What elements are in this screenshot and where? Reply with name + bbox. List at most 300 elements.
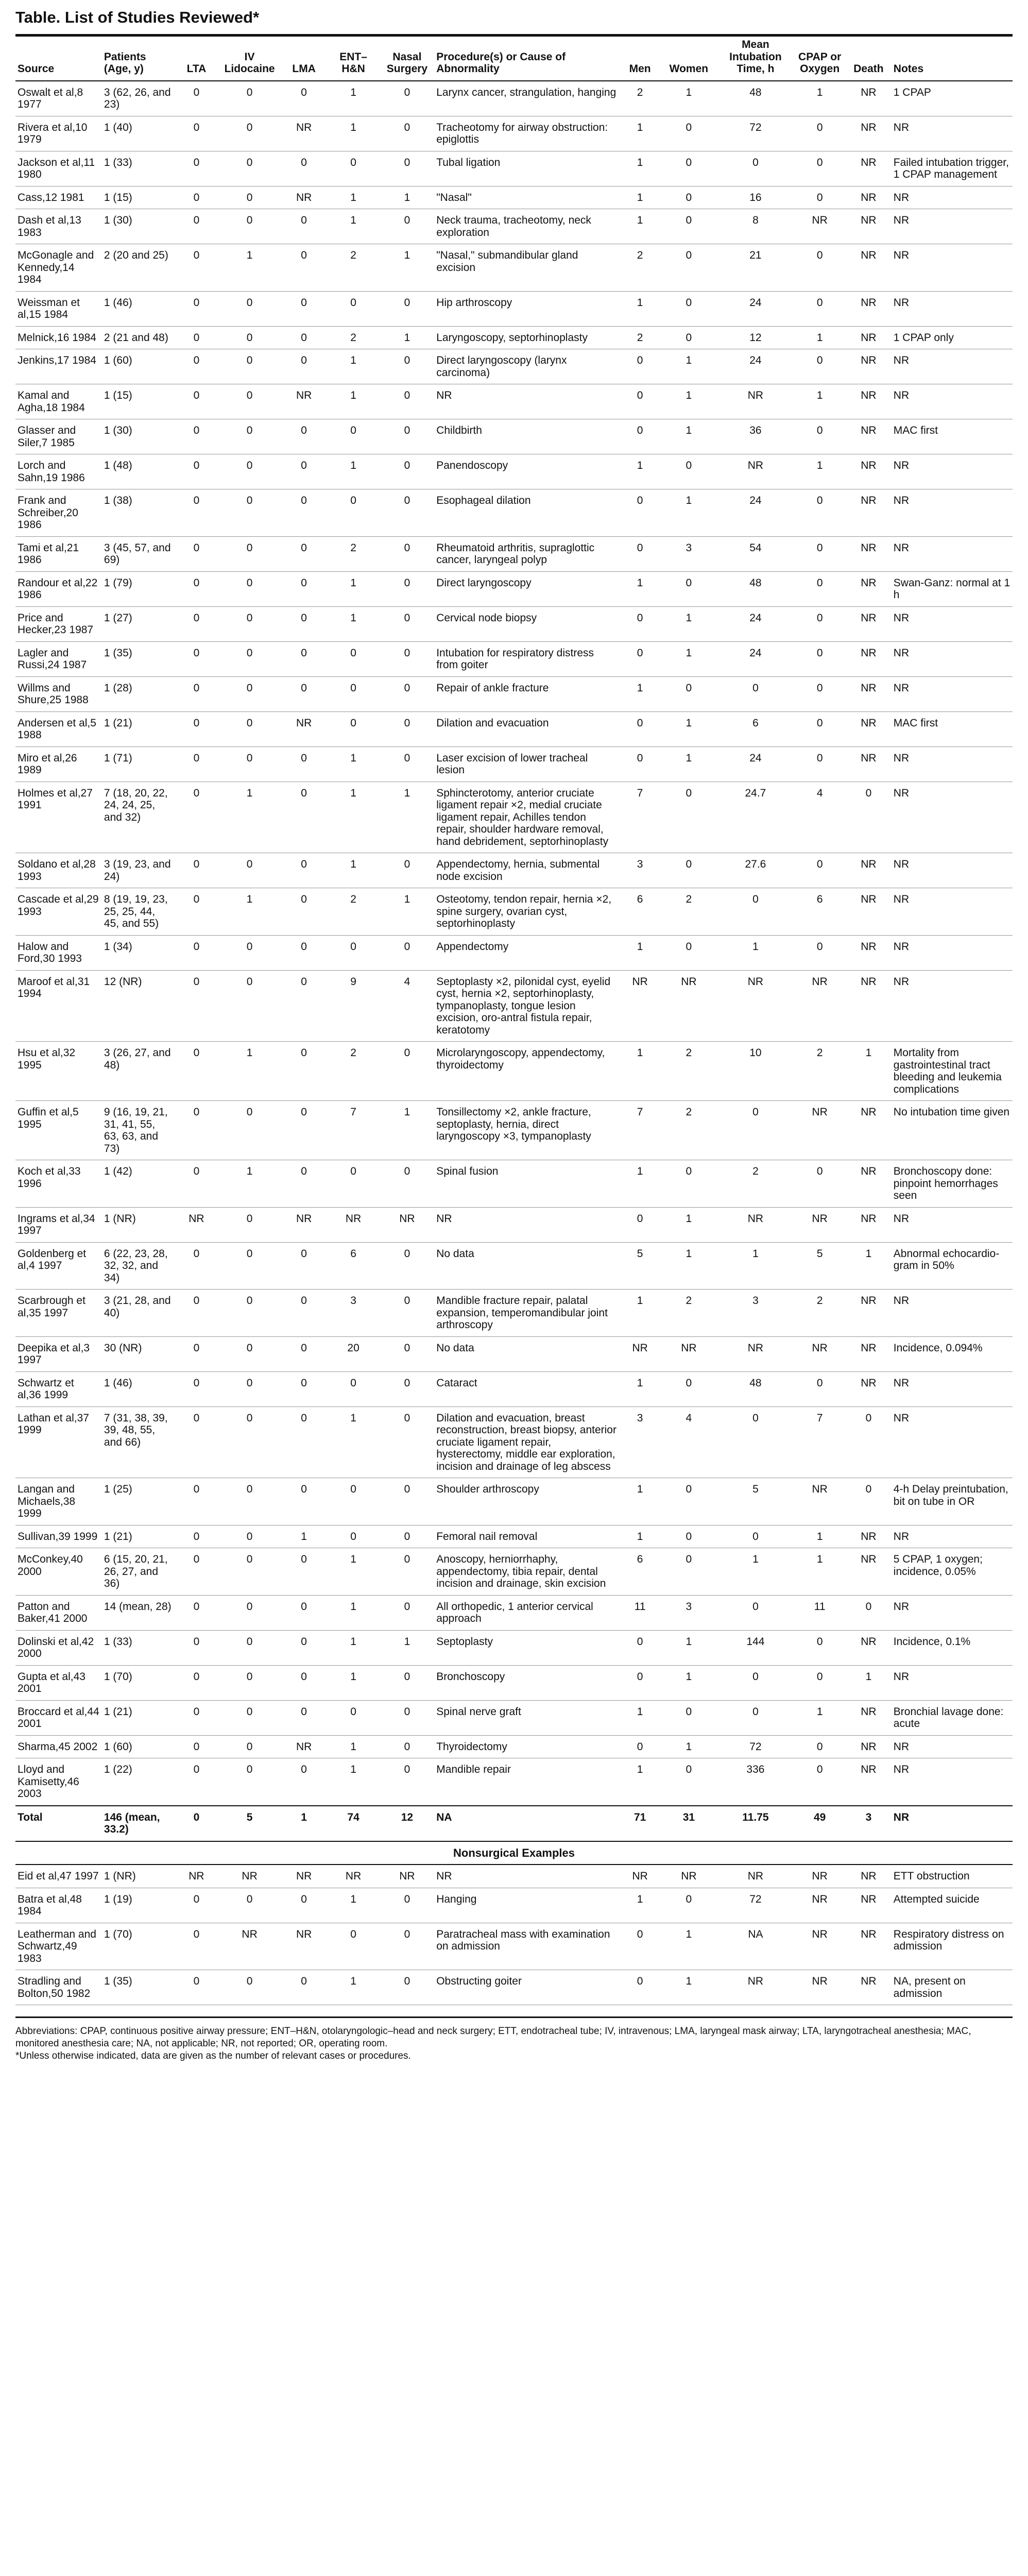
table-cell: NR (846, 384, 892, 419)
column-header: Procedure(s) or Cause of Abnormality (434, 37, 620, 81)
table-cell: 0 (218, 1970, 281, 2005)
table-cell: 11 (620, 1595, 660, 1630)
table-cell: 1 (327, 1665, 380, 1700)
table-cell: NR (660, 970, 717, 1042)
table-cell: NR (846, 1630, 892, 1665)
table-cell: 0 (380, 571, 435, 606)
table-cell: 0 (175, 711, 218, 747)
table-cell: NR (892, 782, 1013, 853)
table-cell: NR (717, 1336, 794, 1371)
table-cell: NR (846, 326, 892, 349)
table-cell: 2 (327, 536, 380, 571)
table-cell: 20 (327, 1336, 380, 1371)
table-cell: 0 (175, 747, 218, 782)
table-cell: NR (846, 81, 892, 116)
table-cell: NR (892, 291, 1013, 326)
table-cell: Eid et al,47 1997 (15, 1865, 102, 1888)
section-title: Nonsurgical Examples (15, 1841, 1013, 1865)
table-cell: 1 (60) (102, 349, 175, 384)
table-cell: 1 (620, 151, 660, 186)
table-body (15, 81, 1013, 2005)
table-cell: 0 (717, 1665, 794, 1700)
table-cell: Broccard et al,44 2001 (15, 1700, 102, 1735)
table-cell: 0 (175, 81, 218, 116)
table-cell: 1 (620, 1888, 660, 1923)
table-cell: 0 (380, 536, 435, 571)
table-cell: 0 (380, 1525, 435, 1548)
table-cell: 2 (660, 888, 717, 936)
table-cell: 1 (794, 1548, 846, 1596)
table-row (15, 349, 1013, 384)
table-cell: 5 (794, 1242, 846, 1290)
table-cell: 0 (175, 935, 218, 970)
table-cell: 0 (175, 676, 218, 711)
table-cell: 7 (18, 20, 22, 24, 24, 25, and 32) (102, 782, 175, 853)
column-header: Notes (892, 37, 1013, 81)
table-cell: 0 (218, 186, 281, 209)
table-cell: NR (717, 454, 794, 489)
table-cell: 1 (327, 1548, 380, 1596)
table-cell: 0 (175, 186, 218, 209)
table-cell: 0 (281, 1700, 327, 1735)
table-cell: 0 (660, 1525, 717, 1548)
table-cell: 1 (620, 935, 660, 970)
table-cell: NR (281, 1923, 327, 1970)
table-cell: Patton and Baker,41 2000 (15, 1595, 102, 1630)
table-cell: 0 (717, 1595, 794, 1630)
table-cell: 1 (33) (102, 1630, 175, 1665)
table-cell: 1 (660, 1735, 717, 1758)
table-cell: NR (846, 419, 892, 454)
table-cell: 0 (175, 326, 218, 349)
column-header: Men (620, 37, 660, 81)
table-cell: Direct laryngoscopy (434, 571, 620, 606)
table-cell: 1 (327, 571, 380, 606)
table-cell: "Nasal" (434, 186, 620, 209)
header-row (15, 37, 1013, 81)
table-cell: 1 (846, 1242, 892, 1290)
table-cell: Soldano et al,28 1993 (15, 853, 102, 888)
table-cell: 0 (380, 606, 435, 641)
table-cell: Oswalt et al,8 1977 (15, 81, 102, 116)
table-cell: 1 (NR) (102, 1207, 175, 1242)
table-cell: 0 (380, 1242, 435, 1290)
table-cell: 0 (380, 349, 435, 384)
table-row (15, 209, 1013, 244)
table-cell: 2 (660, 1290, 717, 1337)
table-cell: 48 (717, 81, 794, 116)
table-cell: NR (717, 970, 794, 1042)
column-header: LMA (281, 37, 327, 81)
table-row (15, 1700, 1013, 1735)
total-row (15, 1806, 1013, 1841)
table-cell: 0 (175, 1042, 218, 1101)
table-cell: NR (794, 1478, 846, 1526)
table-cell: 0 (380, 1371, 435, 1406)
table-cell: 0 (281, 1406, 327, 1478)
table-cell: 0 (281, 782, 327, 853)
table-cell: 0 (218, 1630, 281, 1665)
table-cell: NR (892, 853, 1013, 888)
table-cell: 3 (660, 536, 717, 571)
table-cell: 0 (281, 935, 327, 970)
table-cell: NR (281, 384, 327, 419)
table-cell: 0 (794, 116, 846, 151)
table-cell: 2 (327, 326, 380, 349)
table-cell: 1 (660, 419, 717, 454)
table-cell: Intubation for respiratory distress from goiter (434, 641, 620, 676)
table-cell: 0 (327, 1525, 380, 1548)
table-cell: 0 (380, 1336, 435, 1371)
table-cell: NR (846, 641, 892, 676)
table-cell: 0 (281, 1758, 327, 1806)
table-cell: 1 (380, 244, 435, 292)
table-cell: NR (434, 384, 620, 419)
table-cell: NR (846, 888, 892, 936)
table-cell: Paratracheal mass with examination on admission (434, 1923, 620, 1970)
table-cell: 1 (25) (102, 1478, 175, 1526)
table-row (15, 1336, 1013, 1371)
table-cell: 1 (660, 747, 717, 782)
table-cell: 24 (717, 641, 794, 676)
table-cell: 0 (846, 782, 892, 853)
table-cell: Maroof et al,31 1994 (15, 970, 102, 1042)
table-cell: 0 (218, 641, 281, 676)
table-cell: NR (846, 349, 892, 384)
table-cell: NR (846, 1865, 892, 1888)
table-cell: No data (434, 1336, 620, 1371)
table-cell: 0 (175, 419, 218, 454)
table-cell: 146 (mean, 33.2) (102, 1806, 175, 1841)
table-row (15, 747, 1013, 782)
table-cell: 1 (15) (102, 384, 175, 419)
table-row (15, 1207, 1013, 1242)
table-row (15, 116, 1013, 151)
table-cell: 1 (33) (102, 151, 175, 186)
table-cell: 2 (20 and 25) (102, 244, 175, 292)
table-cell: 1 (620, 571, 660, 606)
table-cell: Sphincterotomy, anterior cruciate ligament repair ×2, medial cruciate ligament repair, Achilles tendon repair, shoulder hardware removal, hand debridement, septorhinoplasty (434, 782, 620, 853)
table-cell: 1 (620, 1290, 660, 1337)
table-cell: 0 (218, 116, 281, 151)
table-cell: 1 (717, 1242, 794, 1290)
table-cell: Lathan et al,37 1999 (15, 1406, 102, 1478)
table-cell: NR (794, 1336, 846, 1371)
table-cell: 0 (660, 244, 717, 292)
table-cell: 0 (218, 1101, 281, 1160)
table-cell: 1 (794, 1700, 846, 1735)
table-cell: 0 (327, 489, 380, 537)
table-row (15, 1525, 1013, 1548)
table-cell: 0 (620, 349, 660, 384)
table-cell: Jackson et al,11 1980 (15, 151, 102, 186)
table-cell: 0 (660, 1758, 717, 1806)
table-cell: Rivera et al,10 1979 (15, 116, 102, 151)
table-cell: 0 (175, 1970, 218, 2005)
table-cell: NR (892, 1290, 1013, 1337)
table-cell: Osteotomy, tendon repair, hernia ×2, spine surgery, ovarian cyst, septorhinoplasty (434, 888, 620, 936)
table-cell: Attempted suicide (892, 1888, 1013, 1923)
table-cell: 2 (794, 1042, 846, 1101)
table-cell: 1 (794, 326, 846, 349)
table-cell: Anoscopy, herniorrhaphy, appendectomy, tibia repair, dental incision and drainage, skin excision (434, 1548, 620, 1596)
table-cell: 48 (717, 1371, 794, 1406)
table-cell: 7 (620, 1101, 660, 1160)
table-cell: NR (846, 1525, 892, 1548)
table-cell: 36 (717, 419, 794, 454)
column-header: Death (846, 37, 892, 81)
table-cell: 0 (380, 151, 435, 186)
table-cell: 0 (218, 1548, 281, 1596)
table-row (15, 1758, 1013, 1806)
table-cell: 144 (717, 1630, 794, 1665)
table-cell: Koch et al,33 1996 (15, 1160, 102, 1208)
table-cell: 0 (380, 1665, 435, 1700)
table-cell: 1 (846, 1042, 892, 1101)
table-cell: NR (846, 536, 892, 571)
table-cell: Lorch and Sahn,19 1986 (15, 454, 102, 489)
table-cell: NR (327, 1865, 380, 1888)
table-cell: NR (620, 1336, 660, 1371)
table-cell: McGonagle and Kennedy,14 1984 (15, 244, 102, 292)
table-cell: NR (281, 186, 327, 209)
table-cell: 0 (660, 454, 717, 489)
table-cell: Bronchoscopy (434, 1665, 620, 1700)
table-cell: Cascade et al,29 1993 (15, 888, 102, 936)
table-cell: 2 (660, 1101, 717, 1160)
table-cell: Halow and Ford,30 1993 (15, 935, 102, 970)
table-cell: 5 CPAP, 1 oxygen; incidence, 0.05% (892, 1548, 1013, 1596)
table-cell: 5 (620, 1242, 660, 1290)
table-cell: 0 (281, 244, 327, 292)
table-cell: 0 (175, 571, 218, 606)
table-cell: 0 (218, 151, 281, 186)
table-cell: Lloyd and Kamisetty,46 2003 (15, 1758, 102, 1806)
table-row (15, 888, 1013, 936)
table-cell: NR (892, 1665, 1013, 1700)
table-cell: 1 (71) (102, 747, 175, 782)
table-cell: 0 (218, 1371, 281, 1406)
table-cell: 1 (15) (102, 186, 175, 209)
table-cell: 0 (327, 1371, 380, 1406)
table-cell: 2 (327, 244, 380, 292)
table-cell: NR (892, 1735, 1013, 1758)
table-cell: 24 (717, 606, 794, 641)
table-cell: Incidence, 0.094% (892, 1336, 1013, 1371)
table-cell: 1 (281, 1806, 327, 1841)
table-cell: 1 (660, 384, 717, 419)
table-cell: 0 (281, 326, 327, 349)
table-cell: 12 (NR) (102, 970, 175, 1042)
table-cell: 1 (48) (102, 454, 175, 489)
table-cell: 0 (218, 935, 281, 970)
table-cell: 1 (620, 1478, 660, 1526)
table-cell: 1 (327, 81, 380, 116)
table-cell: NR (434, 1865, 620, 1888)
table-cell: 0 (660, 291, 717, 326)
table-cell: 0 (175, 1630, 218, 1665)
table-cell: 72 (717, 116, 794, 151)
table-cell: NR (717, 1207, 794, 1242)
table-cell: 1 (327, 1970, 380, 2005)
table-cell: NR (281, 1865, 327, 1888)
table-cell: 1 (794, 384, 846, 419)
table-cell: 0 (794, 1371, 846, 1406)
table-cell: 0 (660, 1888, 717, 1923)
table-cell: 0 (794, 1735, 846, 1758)
table-cell: Kamal and Agha,18 1984 (15, 384, 102, 419)
table-cell: Obstructing goiter (434, 1970, 620, 2005)
table-cell: 1 (79) (102, 571, 175, 606)
table-cell: Weissman et al,15 1984 (15, 291, 102, 326)
table-cell: 1 (717, 1548, 794, 1596)
table-cell: 1 (42) (102, 1160, 175, 1208)
table-row (15, 711, 1013, 747)
table-row (15, 536, 1013, 571)
table-cell: 0 (380, 1923, 435, 1970)
table-cell: 1 (660, 1630, 717, 1665)
table-row (15, 1242, 1013, 1290)
table-cell: Jenkins,17 1984 (15, 349, 102, 384)
table-row (15, 1970, 1013, 2005)
table-cell: 0 (218, 1207, 281, 1242)
table-cell: 11 (794, 1595, 846, 1630)
table-cell: 1 (218, 782, 281, 853)
table-cell: 2 (660, 1042, 717, 1101)
table-cell: NR (892, 970, 1013, 1042)
table-cell: 11.75 (717, 1806, 794, 1841)
table-cell: 72 (717, 1735, 794, 1758)
table-cell: NR (846, 853, 892, 888)
table-cell: 1 (620, 676, 660, 711)
table-cell: 0 (846, 1478, 892, 1526)
table-cell: 0 (327, 1478, 380, 1526)
table-cell: NR (892, 1525, 1013, 1548)
table-cell: 3 (846, 1806, 892, 1841)
table-cell: 0 (218, 209, 281, 244)
table-row (15, 1630, 1013, 1665)
table-cell: 0 (380, 747, 435, 782)
table-cell: Rheumatoid arthritis, supraglottic cancer, laryngeal polyp (434, 536, 620, 571)
table-cell: NR (846, 747, 892, 782)
table-cell: Dilation and evacuation (434, 711, 620, 747)
table-cell: Appendectomy (434, 935, 620, 970)
table-cell: Childbirth (434, 419, 620, 454)
table-cell: 16 (717, 186, 794, 209)
table-row (15, 970, 1013, 1042)
table-cell: 0 (620, 1630, 660, 1665)
table-cell: 0 (660, 782, 717, 853)
table-cell: 0 (281, 1242, 327, 1290)
table-cell: NR (892, 935, 1013, 970)
table-cell: 1 (327, 1630, 380, 1665)
table-cell: NR (892, 244, 1013, 292)
table-cell: 0 (218, 384, 281, 419)
table-cell: NR (846, 1336, 892, 1371)
table-cell: 1 (660, 606, 717, 641)
table-cell: 0 (327, 291, 380, 326)
table-cell: NR (846, 1290, 892, 1337)
table-cell: 0 (794, 489, 846, 537)
table-cell: 1 (327, 116, 380, 151)
table-cell: 0 (794, 291, 846, 326)
table-cell: 0 (281, 1665, 327, 1700)
table-cell: 0 (218, 970, 281, 1042)
table-cell: 0 (218, 1595, 281, 1630)
table-cell: 0 (281, 1042, 327, 1101)
table-cell: 0 (281, 970, 327, 1042)
table-cell: 1 (380, 1101, 435, 1160)
table-cell: 0 (794, 244, 846, 292)
table-cell: 1 (38) (102, 489, 175, 537)
table-cell: Gupta et al,43 2001 (15, 1665, 102, 1700)
table-cell: 54 (717, 536, 794, 571)
table-cell: Tami et al,21 1986 (15, 536, 102, 571)
table-cell: Tracheotomy for airway obstruction: epiglottis (434, 116, 620, 151)
table-cell: 1 (21) (102, 711, 175, 747)
table-cell: 0 (281, 888, 327, 936)
table-cell: Total (15, 1806, 102, 1841)
table-cell: 3 (620, 853, 660, 888)
table-cell: 1 (19) (102, 1888, 175, 1923)
table-cell: 0 (218, 1478, 281, 1526)
table-cell: 0 (175, 116, 218, 151)
table-cell: 1 (30) (102, 209, 175, 244)
table-cell: 0 (717, 1700, 794, 1735)
table-row (15, 1595, 1013, 1630)
table-cell: 2 (327, 1042, 380, 1101)
table-cell: 1 (620, 1042, 660, 1101)
table-cell: 0 (717, 1406, 794, 1478)
table-row (15, 454, 1013, 489)
table-cell: Sullivan,39 1999 (15, 1525, 102, 1548)
table-cell: NR (846, 1923, 892, 1970)
table-cell: NR (327, 1207, 380, 1242)
table-cell: NR (794, 209, 846, 244)
table-cell: Leatherman and Schwartz,49 1983 (15, 1923, 102, 1970)
table-cell: 1 (218, 1042, 281, 1101)
table-cell: NR (175, 1865, 218, 1888)
table-cell: NR (434, 1207, 620, 1242)
table-cell: NR (846, 1371, 892, 1406)
table-cell: 0 (660, 1548, 717, 1596)
table-cell: 0 (281, 291, 327, 326)
table-row (15, 641, 1013, 676)
table-cell: 0 (281, 1595, 327, 1630)
table-cell: 0 (620, 1970, 660, 2005)
table-cell: 0 (620, 747, 660, 782)
table-row (15, 1406, 1013, 1478)
table-cell: 0 (794, 641, 846, 676)
table-cell: 0 (660, 1700, 717, 1735)
table-cell: 1 (620, 116, 660, 151)
table-cell: 6 (15, 20, 21, 26, 27, and 36) (102, 1548, 175, 1596)
table-cell: 0 (281, 747, 327, 782)
table-cell: 1 (218, 1160, 281, 1208)
table-cell: 3 (26, 27, and 48) (102, 1042, 175, 1101)
table-cell: 0 (380, 853, 435, 888)
table-cell: 0 (175, 970, 218, 1042)
table-cell: 6 (794, 888, 846, 936)
table-cell: 1 (620, 1758, 660, 1806)
table-cell: 1 (380, 1630, 435, 1665)
table-cell: 0 (218, 747, 281, 782)
table-cell: 1 (660, 1970, 717, 2005)
table-cell: 3 (717, 1290, 794, 1337)
table-cell: 0 (281, 1970, 327, 2005)
table-cell: 72 (717, 1888, 794, 1923)
table-cell: Laryngoscopy, septorhinoplasty (434, 326, 620, 349)
